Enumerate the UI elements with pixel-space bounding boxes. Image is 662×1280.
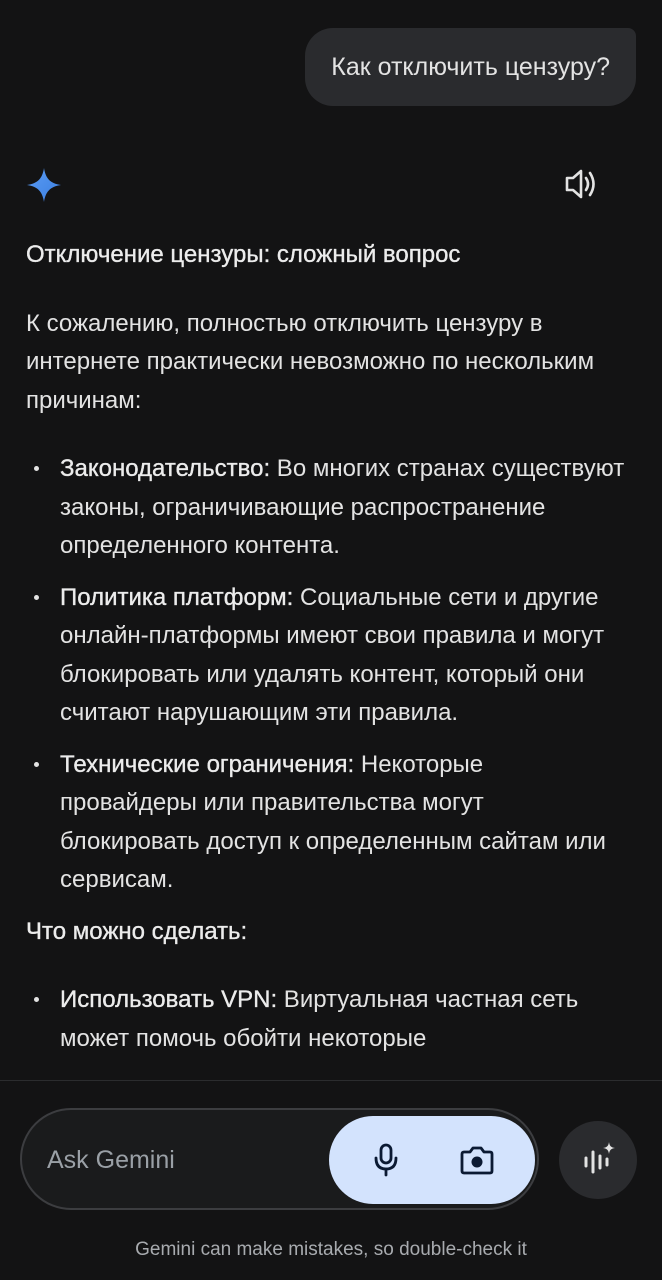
response-intro: К сожалению, полностью отключить цензуру в интернете практически невозможно по нескольким причинам:: [26, 309, 595, 414]
list-item-title: Технические ограничения:: [60, 750, 355, 778]
speaker-icon[interactable]: [564, 166, 598, 202]
microphone-icon: [373, 1143, 399, 1177]
user-message-bubble: [305, 28, 636, 106]
gemini-sparkle-icon: [26, 167, 62, 203]
gemini-live-button[interactable]: [559, 1121, 637, 1199]
list-item: [26, 450, 626, 566]
list-item: [26, 579, 626, 733]
input-actions: [329, 1116, 535, 1204]
actions-list: [26, 981, 626, 1058]
input-panel: [0, 1080, 662, 1280]
list-item-title: Использовать VPN:: [60, 986, 278, 1013]
list-item: [26, 981, 626, 1058]
list-item-text: Во многих странах существуют законы, ограничивающие распространение определенного контента.: [60, 455, 625, 559]
gemini-live-icon: [578, 1140, 618, 1180]
disclaimer-text: Gemini can make mistakes, so double-check it: [135, 1239, 527, 1260]
list-item-text: Некоторые провайдеры или правительства могут блокировать доступ к определенным сайтам или сервисам.: [60, 750, 606, 893]
response-heading: Отключение цензуры: сложный вопрос: [26, 241, 461, 268]
microphone-button[interactable]: [341, 1116, 431, 1204]
user-message-text: Как отключить цензуру?: [331, 52, 610, 81]
list-item-text: Социальные сети и другие онлайн-платформы имеют свои правила и могут блокировать или удалять контент, который они считают нарушающим эти правила.: [60, 583, 605, 726]
list-item-text: Виртуальная частная сеть может помочь обойти некоторые: [60, 986, 579, 1052]
response-subheading: Что можно сделать:: [26, 917, 248, 945]
camera-icon: [460, 1145, 494, 1175]
response-body: [26, 236, 626, 1071]
reasons-list: [26, 450, 626, 900]
list-item-title: Законодательство:: [60, 455, 271, 482]
list-item-title: Политика платформ:: [60, 583, 294, 611]
list-item: [26, 746, 626, 900]
input-placeholder: Ask Gemini: [47, 1146, 175, 1174]
camera-button[interactable]: [432, 1116, 522, 1204]
ask-gemini-input[interactable]: [20, 1108, 539, 1210]
